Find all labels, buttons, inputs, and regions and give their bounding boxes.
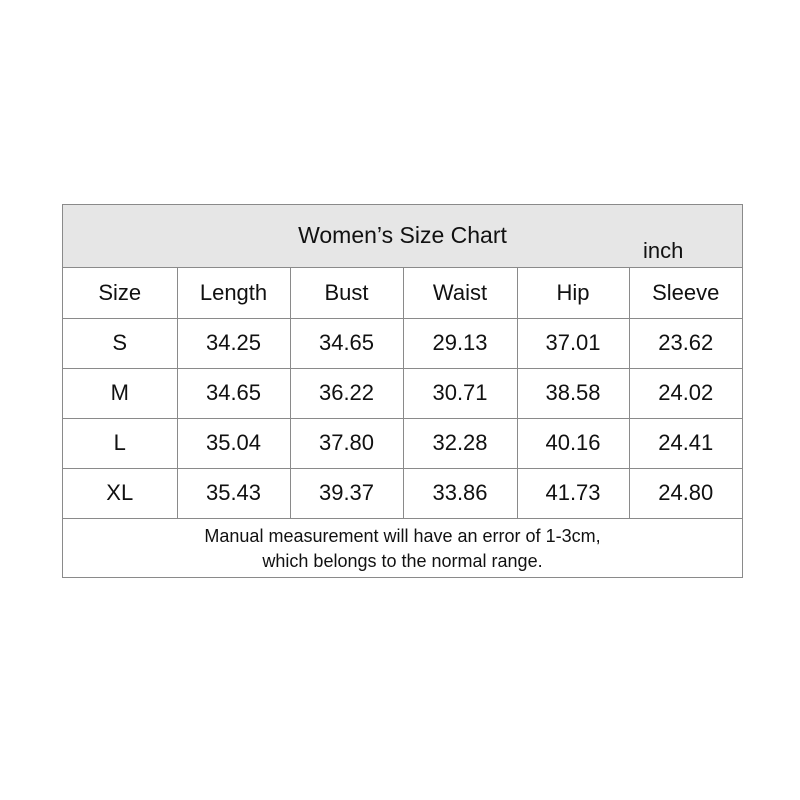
table-header-row	[63, 268, 742, 318]
cell-hip: 37.01	[517, 318, 629, 368]
column-header-sleeve: Sleeve	[629, 268, 742, 318]
cell-length: 34.25	[177, 318, 290, 368]
cell-bust: 34.65	[290, 318, 403, 368]
cell-waist: 29.13	[403, 318, 517, 368]
table-row-xl	[63, 468, 742, 518]
measurement-note-line: Manual measurement will have an error of 1-3cm,	[204, 525, 601, 546]
cell-size: L	[63, 418, 177, 468]
cell-bust: 36.22	[290, 368, 403, 418]
cell-waist: 30.71	[403, 368, 517, 418]
column-header-size: Size	[63, 268, 177, 318]
cell-length: 34.65	[177, 368, 290, 418]
size-table	[63, 268, 742, 519]
cell-sleeve: 24.02	[629, 368, 742, 418]
column-header-hip: Hip	[517, 268, 629, 318]
measurement-note	[63, 519, 742, 579]
cell-bust: 39.37	[290, 468, 403, 518]
size-chart	[62, 204, 743, 578]
cell-size: S	[63, 318, 177, 368]
size-chart-header	[63, 205, 742, 268]
cell-hip: 40.16	[517, 418, 629, 468]
table-row-m	[63, 368, 742, 418]
table-row-s	[63, 318, 742, 368]
cell-hip: 41.73	[517, 468, 629, 518]
cell-hip: 38.58	[517, 368, 629, 418]
cell-sleeve: 24.41	[629, 418, 742, 468]
cell-sleeve: 24.80	[629, 468, 742, 518]
unit-label: inch	[643, 238, 684, 263]
cell-size: M	[63, 368, 177, 418]
column-header-waist: Waist	[403, 268, 517, 318]
measurement-note-line: which belongs to the normal range.	[262, 550, 543, 571]
cell-waist: 33.86	[403, 468, 517, 518]
cell-waist: 32.28	[403, 418, 517, 468]
table-row-l	[63, 418, 742, 468]
cell-size: XL	[63, 468, 177, 518]
cell-length: 35.04	[177, 418, 290, 468]
cell-length: 35.43	[177, 468, 290, 518]
cell-bust: 37.80	[290, 418, 403, 468]
column-header-bust: Bust	[290, 268, 403, 318]
cell-sleeve: 23.62	[629, 318, 742, 368]
column-header-length: Length	[177, 268, 290, 318]
size-chart-title: Women’s Size Chart	[298, 222, 507, 248]
